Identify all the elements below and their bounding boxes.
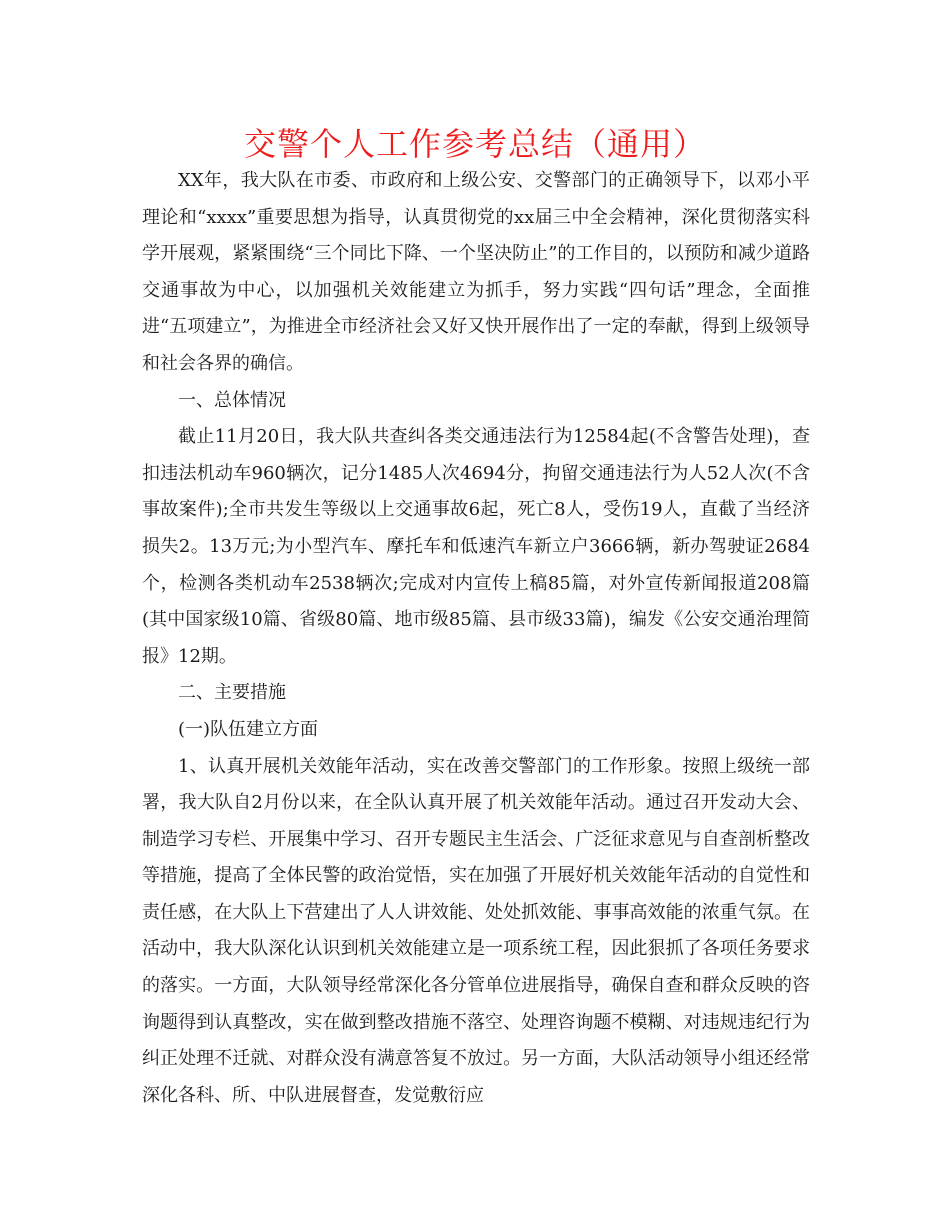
document-body bbox=[142, 163, 810, 1114]
heading-overall-situation: 一、总体情况 bbox=[178, 389, 286, 411]
paragraph-statistics: 截止11月20日，我大队共查纠各类交通违法行为12584起(不含警告处理)，查扣违法机动车960辆次，记分1485人次4694分，拘留交通违法行为人52人次(不含事故案件);全市共发生等级以上交通事故6起，死亡8人，受伤19人，直截了当经济损失2。13万元;为小型汽车、摩托车和低速汽车新立户3666辆，新办驾驶证2684个，检测各类机动车2538辆次;完成对内宣传上稿85篇，对外宣传新闻报道208篇(其中国家级10篇、省级80篇、地市级85篇、县市级33篇)，编发《公安交通治理简报》12期。 bbox=[142, 426, 810, 667]
paragraph-intro: XX年，我大队在市委、市政府和上级公安、交警部门的正确领导下，以邓小平理论和“xxxx”重要思想为指导，认真贯彻党的xx届三中全会精神，深化贯彻落实科学开展观，紧紧围绕“三个同比下降、一个坚决防止”的工作目的，以预防和减少道路交通事故为中心，以加强机关效能建立为抓手，努力实践“四句话”理念，全面推进“五项建立”，为推进全市经济社会又好又快开展作出了一定的奉献，得到上级领导和社会各界的确信。 bbox=[142, 170, 810, 374]
subheading-team-building: (一)队伍建立方面 bbox=[178, 718, 319, 740]
paragraph-efficiency-campaign: 1、认真开展机关效能年活动，实在改善交警部门的工作形象。按照上级统一部署，我大队自2月份以来，在全队认真开展了机关效能年活动。通过召开发动大会、制造学习专栏、开展集中学习、召开专题民主生活会、广泛征求意见与自查剖析整改等措施，提高了全体民警的政治觉悟，实在加强了开展好机关效能年活动的自觉性和责任感，在大队上下营建出了人人讲效能、处处抓效能、事事高效能的浓重气氛。在活动中，我大队深化认识到机关效能建立是一项系统工程，因此狠抓了各项任务要求的落实。一方面，大队领导经常深化各分管单位进展指导，确保自查和群众反映的咨询题得到认真整改，实在做到整改措施不落空、处理咨询题不模糊、对违规违纪行为纠正处理不迁就、对群众没有满意答复不放过。另一方面，大队活动领导小组还经常深化各科、所、中队进展督查，发觉敷衍应 bbox=[142, 755, 810, 1106]
document-title: 交警个人工作参考总结（通用） bbox=[243, 125, 706, 163]
heading-main-measures: 二、主要措施 bbox=[178, 682, 286, 704]
